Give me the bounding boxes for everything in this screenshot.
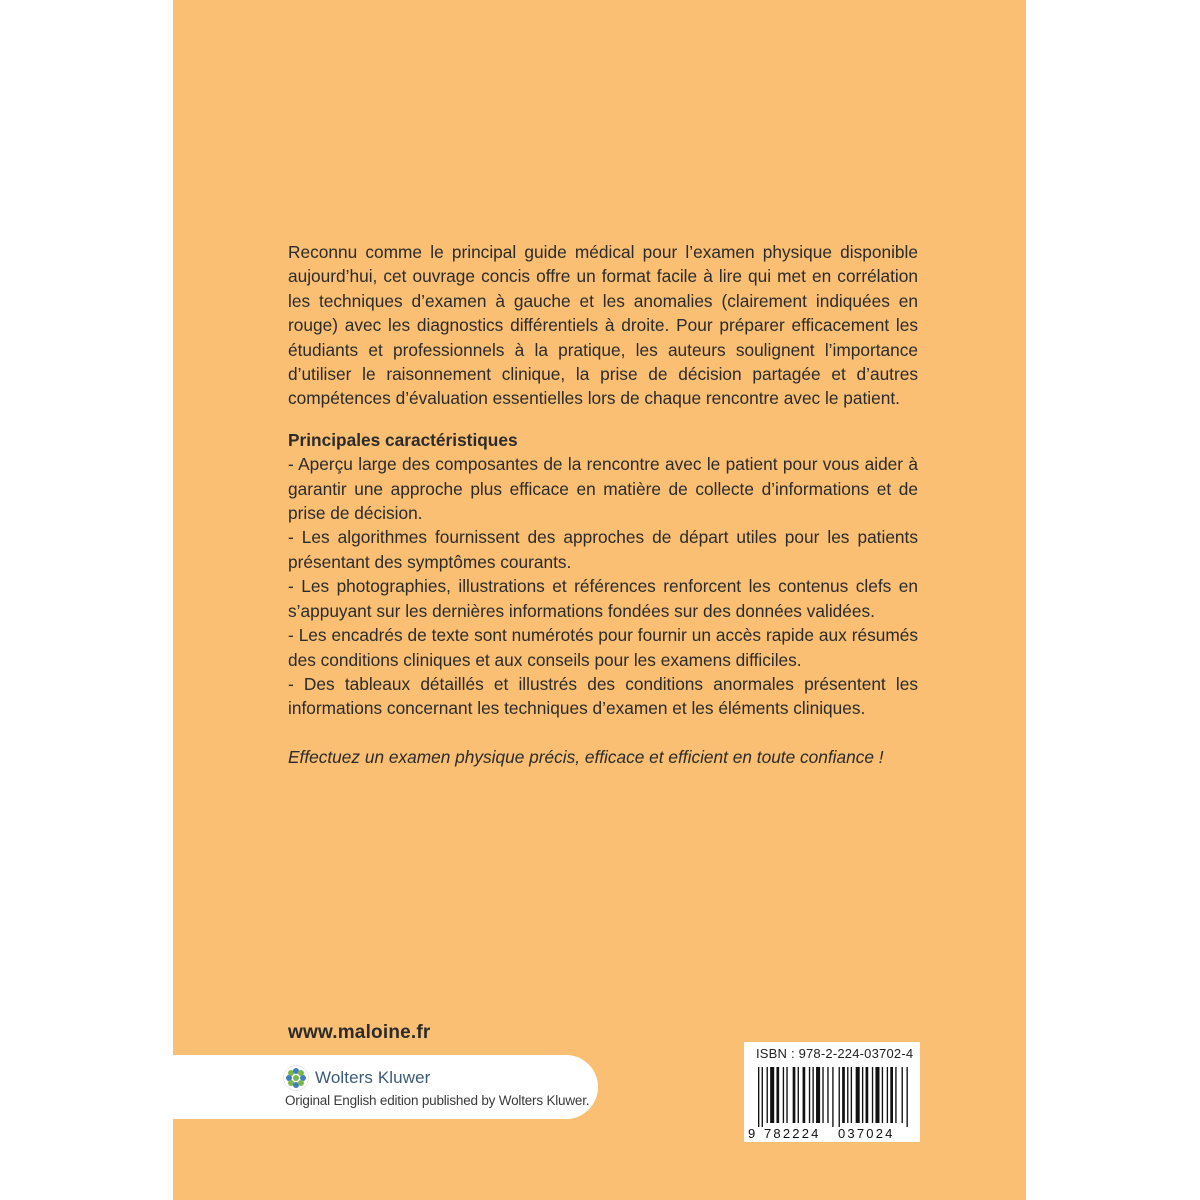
- barcode-bar: [887, 1067, 888, 1123]
- tagline: Effectuez un examen physique précis, efficace et efficient en toute confiance !: [288, 746, 884, 767]
- barcode-bar: [907, 1067, 908, 1127]
- feature-item: - Les photographies, illustrations et références renforcent les contenus clefs en s’appuyant sur les dernières informations fondées sur des données validées.: [288, 576, 918, 621]
- barcode-bar: [847, 1067, 848, 1123]
- barcode-bar: [809, 1067, 810, 1123]
- barcode-bar: [851, 1067, 852, 1123]
- isbn-label: ISBN : 978-2-224-03702-4: [756, 1046, 914, 1061]
- barcode-bar: [758, 1067, 759, 1127]
- features-heading: Principales caractéristiques: [288, 429, 518, 450]
- barcode-bar: [827, 1067, 828, 1123]
- barcode-bar: [762, 1067, 763, 1127]
- features-list: [288, 452, 918, 720]
- barcode-bar: [882, 1067, 883, 1123]
- back-cover-text: [288, 240, 918, 769]
- wolters-kluwer-logo-icon: [283, 1065, 309, 1091]
- barcode-bar: [798, 1067, 799, 1123]
- barcode-bar: [770, 1067, 774, 1123]
- barcode-bar: [866, 1067, 869, 1123]
- barcode-bar: [812, 1067, 813, 1123]
- barcode-digit-first: 9: [748, 1126, 756, 1141]
- feature-item: - Les algorithmes fournissent des approches de départ utiles pour les patients présentant des symptômes courants.: [288, 527, 918, 572]
- barcode-digits-right: 037024: [838, 1126, 895, 1141]
- barcode-bar: [839, 1067, 840, 1127]
- barcode-bar: [816, 1067, 820, 1123]
- barcode-bar: [842, 1067, 845, 1123]
- barcode-bar: [856, 1067, 860, 1123]
- barcode-digits-left: 782224: [764, 1126, 821, 1141]
- barcode-bar: [895, 1067, 896, 1123]
- website-url: www.maloine.fr: [288, 1022, 431, 1043]
- barcode-icon: [744, 1065, 920, 1141]
- barcode-bar: [890, 1067, 893, 1123]
- barcode-bar: [862, 1067, 863, 1123]
- barcode-bar: [832, 1067, 833, 1127]
- barcode-bar: [803, 1067, 806, 1123]
- barcode-bar: [902, 1067, 903, 1123]
- feature-item: - Les encadrés de texte sont numérotés pour fournir un accès rapide aux résumés des conditions cliniques et aux conseils pour les examens difficiles.: [288, 625, 918, 670]
- barcode-bar: [822, 1067, 823, 1123]
- barcode-bar: [767, 1067, 768, 1123]
- feature-item: - Des tableaux détaillés et illustrés des conditions anormales présentent les informations concernant les techniques d’examen et les éléments cliniques.: [288, 673, 918, 719]
- back-cover: [173, 0, 1026, 1200]
- publisher-credit: Original English edition published by Wolters Kluwer.: [285, 1093, 590, 1108]
- barcode-bar: [872, 1067, 873, 1123]
- feature-item: - Aperçu large des composantes de la rencontre avec le patient pour vous aider à garantir une approche plus efficace en matière de collecte d’informations et de prise de décision.: [288, 454, 918, 524]
- barcode-bar: [776, 1067, 779, 1123]
- barcode-bar: [786, 1067, 787, 1123]
- barcode-bar: [793, 1067, 796, 1123]
- isbn-barcode: [744, 1042, 920, 1142]
- description-paragraph: Reconnu comme le principal guide médical pour l’examen physique disponible aujourd’hui, cet ouvrage concis offre un format facile à lire qui met en corrélation les techniques d’examen à gauche et les anomalies (clairement indiquées en rouge) avec les diagnostics différentiels à droite. Pour préparer efficacement les étudiants et professionnels à la pratique, les auteurs soulignent l’importance d’utiliser le raisonnement clinique, la prise de décision partagée et d’autres compétences d’évaluation essentielles lors de chaque rencontre avec le patient.: [288, 242, 918, 409]
- barcode-bar: [875, 1067, 879, 1123]
- publisher-banner: [173, 1055, 598, 1119]
- publisher-name: Wolters Kluwer: [315, 1068, 431, 1087]
- barcode-bar: [783, 1067, 784, 1123]
